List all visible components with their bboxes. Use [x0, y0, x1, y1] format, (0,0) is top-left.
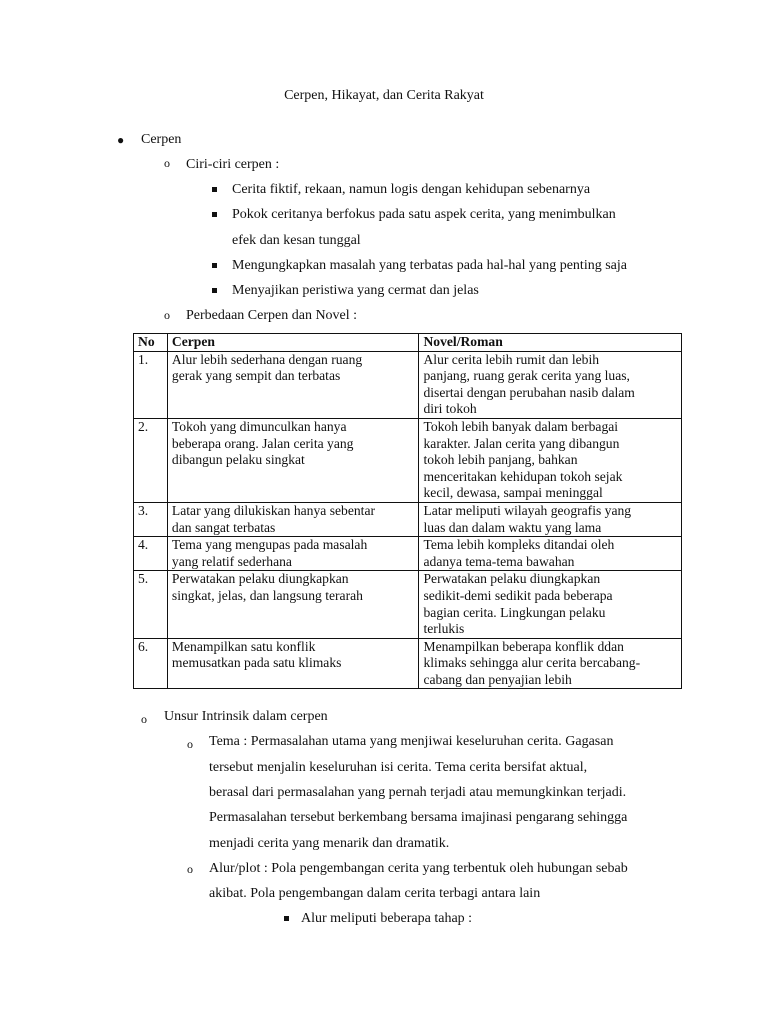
- tema-line: Permasalahan tersebut berkembang bersama imajinasi pengarang sehingga: [209, 810, 628, 825]
- tema-line: menjadi cerita yang menarik dan dramatik.: [209, 836, 450, 851]
- cell-line: Tema lebih kompleks ditandai oleh: [423, 537, 615, 553]
- cell-no: 2.: [134, 418, 168, 502]
- cell-cerpen: [167, 351, 419, 418]
- alur-line: akibat. Pola pengembangan dalam cerita terbagi antara lain: [209, 886, 541, 901]
- cell-line: diri tokoh: [423, 401, 477, 417]
- cell-line: panjang, ruang gerak cerita yang luas,: [423, 368, 630, 384]
- bullet-disc-icon: ●: [117, 133, 125, 147]
- table-row: [134, 571, 682, 638]
- cell-line: bagian cerita. Lingkungan pelaku: [423, 604, 606, 620]
- cell-line: Menampilkan beberapa konflik ddan: [423, 638, 624, 654]
- ciri-item: Cerita fiktif, rekaan, namun logis dengan kehidupan sebenarnya: [232, 182, 591, 197]
- ciri-item-continued: efek dan kesan tunggal: [232, 233, 361, 248]
- bullet-circle-icon: o: [164, 156, 170, 170]
- bullet-square-icon: [284, 916, 289, 921]
- cell-cerpen: [167, 418, 419, 502]
- table-row: [134, 502, 682, 536]
- tema-line: Tema : Permasalahan utama yang menjiwai keseluruhan cerita. Gagasan: [209, 734, 614, 749]
- header-novel: Novel/Roman: [419, 334, 682, 352]
- cell-line: memusatkan pada satu klimaks: [171, 655, 342, 671]
- cell-novel: [419, 418, 682, 502]
- cell-line: Perwatakan pelaku diungkapkan: [423, 571, 601, 587]
- ciri-item: Menyajikan peristiwa yang cermat dan jelas: [232, 283, 479, 298]
- cell-novel: [419, 351, 682, 418]
- cell-line: Tokoh yang dimunculkan hanya: [171, 418, 347, 434]
- bullet-circle-icon: o: [141, 712, 147, 726]
- cell-line: luas dan dalam waktu yang lama: [423, 519, 602, 535]
- cell-line: Alur cerita lebih rumit dan lebih: [423, 351, 600, 367]
- cell-novel: [419, 571, 682, 638]
- cell-line: disertai dengan perubahan nasib dalam: [423, 384, 635, 400]
- perbedaan-heading: Perbedaan Cerpen dan Novel :: [186, 308, 358, 323]
- tema-line: berasal dari permasalahan yang pernah terjadi atau memungkinkan terjadi.: [209, 785, 627, 800]
- cell-line: gerak yang sempit dan terbatas: [171, 368, 341, 384]
- cell-cerpen: [167, 537, 419, 571]
- cell-line: karakter. Jalan cerita yang dibangun: [423, 435, 620, 451]
- cell-line: Menampilkan satu konflik: [171, 638, 316, 654]
- bullet-square-icon: [212, 263, 217, 268]
- cell-line: Tema yang mengupas pada masalah: [171, 537, 368, 553]
- cell-line: adanya tema-tema bawahan: [423, 553, 575, 569]
- ciri-heading: Ciri-ciri cerpen :: [186, 157, 280, 172]
- cell-line: dan sangat terbatas: [171, 519, 276, 535]
- cell-no: 3.: [134, 502, 168, 536]
- cell-line: beberapa orang. Jalan cerita yang: [171, 435, 354, 451]
- alur-line: Alur/plot : Pola pengembangan cerita yang terbentuk oleh hubungan sebab: [209, 861, 628, 876]
- bullet-square-icon: [212, 288, 217, 293]
- table-row: [134, 638, 682, 689]
- cell-no: 1.: [134, 351, 168, 418]
- cell-no: 6.: [134, 638, 168, 689]
- cell-line: Alur lebih sederhana dengan ruang: [171, 351, 363, 367]
- cell-line: kecil, dewasa, sampai meninggal: [423, 485, 603, 501]
- tema-line: tersebut menjalin keseluruhan isi cerita. Tema cerita bersifat aktual,: [209, 760, 588, 775]
- header-cerpen: Cerpen: [167, 334, 419, 352]
- cell-line: cabang dan penyajian lebih: [423, 671, 572, 687]
- bullet-circle-icon: o: [187, 737, 193, 751]
- cell-line: yang relatif sederhana: [171, 553, 292, 569]
- cell-no: 5.: [134, 571, 168, 638]
- table-row: [134, 537, 682, 571]
- cell-no: 4.: [134, 537, 168, 571]
- cell-line: klimaks sehingga alur cerita bercabang-: [423, 655, 641, 671]
- unsur-heading: Unsur Intrinsik dalam cerpen: [164, 709, 328, 724]
- cell-line: Latar meliputi wilayah geografis yang: [423, 502, 632, 518]
- cell-cerpen: [167, 571, 419, 638]
- cell-cerpen: [167, 638, 419, 689]
- cell-novel: [419, 537, 682, 571]
- cell-line: sedikit-demi sedikit pada beberapa: [423, 587, 613, 603]
- cell-line: Perwatakan pelaku diungkapkan: [171, 571, 349, 587]
- cell-line: dibangun pelaku singkat: [171, 452, 305, 468]
- cell-cerpen: [167, 502, 419, 536]
- comparison-table: [133, 333, 682, 689]
- cell-novel: [419, 638, 682, 689]
- table-header-row: [134, 334, 682, 352]
- page-title: Cerpen, Hikayat, dan Cerita Rakyat: [284, 88, 484, 103]
- cell-line: tokoh lebih panjang, bahkan: [423, 452, 578, 468]
- alur-sub-item: Alur meliputi beberapa tahap :: [301, 911, 473, 926]
- ciri-item: Mengungkapkan masalah yang terbatas pada hal-hal yang penting saja: [232, 258, 627, 273]
- cell-line: Tokoh lebih banyak dalam berbagai: [423, 418, 619, 434]
- bullet-circle-icon: o: [164, 308, 170, 322]
- section-heading: Cerpen: [141, 132, 182, 147]
- cell-line: terlukis: [423, 621, 465, 637]
- bullet-square-icon: [212, 212, 217, 217]
- bullet-circle-icon: o: [187, 862, 193, 876]
- cell-line: Latar yang dilukiskan hanya sebentar: [171, 502, 375, 518]
- table-row: [134, 351, 682, 418]
- header-no: No: [134, 334, 168, 352]
- table-row: [134, 418, 682, 502]
- cell-novel: [419, 502, 682, 536]
- cell-line: menceritakan kehidupan tokoh sejak: [423, 468, 623, 484]
- ciri-item: Pokok ceritanya berfokus pada satu aspek cerita, yang menimbulkan: [232, 207, 616, 222]
- cell-line: singkat, jelas, dan langsung terarah: [171, 587, 363, 603]
- bullet-square-icon: [212, 187, 217, 192]
